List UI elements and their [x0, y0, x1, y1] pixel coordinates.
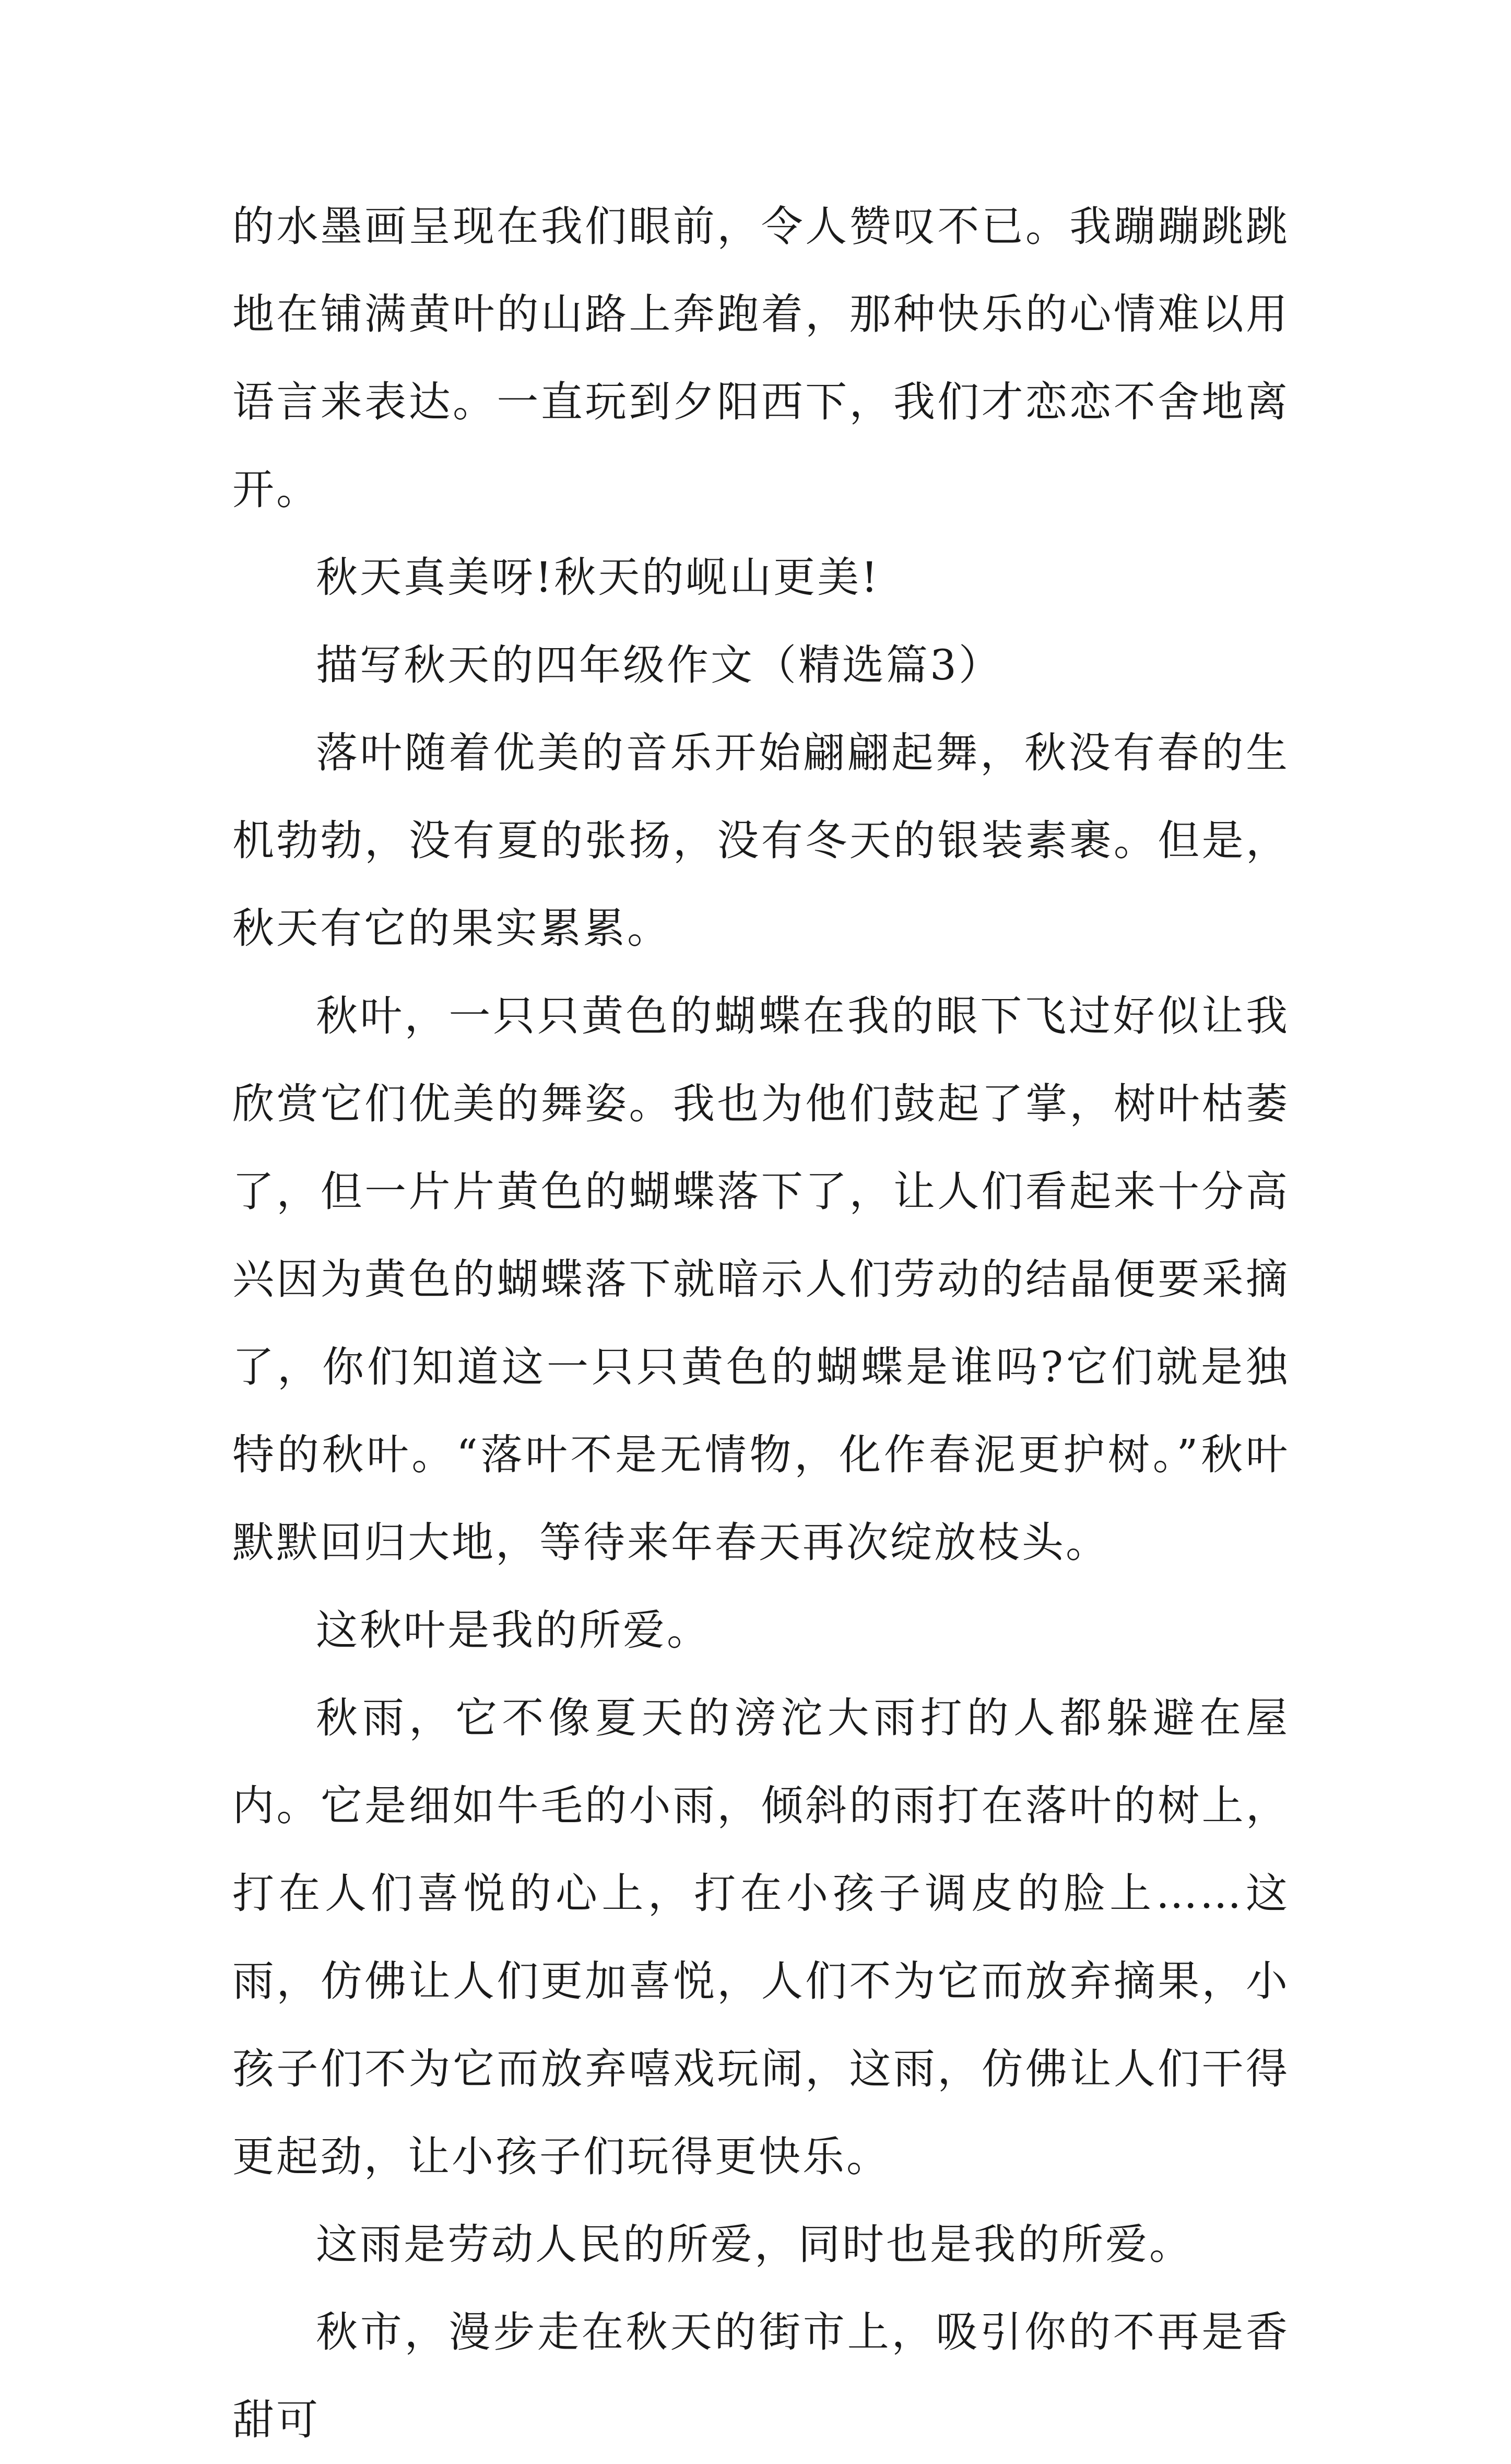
- paragraph-leaves-love: 这秋叶是我的所爱。: [316, 1606, 711, 1655]
- paragraph-rain-love: 这雨是劳动人民的所爱，同时也是我的所爱。: [316, 2220, 1193, 2269]
- paragraph-falling-leaves: 落叶随着优美的音乐开始翩翩起舞，秋没有春的生机勃勃，没有夏的张扬，没有冬天的银装素裹。但是，秋天有它的果实累累。: [232, 729, 1290, 953]
- paragraph-xianshan-praise: 秋天真美呀!秋天的岘山更美!: [316, 553, 880, 602]
- essay-body: [232, 183, 1290, 2464]
- paragraph-continuation: 的水墨画呈现在我们眼前，令人赞叹不已。我蹦蹦跳跳地在铺满黄叶的山路上奔跑着，那种快乐的心情难以用语言来表达。一直玩到夕阳西下，我们才恋恋不舍地离开。: [232, 202, 1290, 514]
- paragraph-autumn-rain: 秋雨，它不像夏天的滂沱大雨打的人都躲避在屋内。它是细如牛毛的小雨，倾斜的雨打在落叶的树上，打在人们喜悦的心上，打在小孩子调皮的脸上……这雨，仿佛让人们更加喜悦，人们不为它而放弃摘果，小孩子们不为它而放弃嘻戏玩闹，这雨，仿佛让人们干得更起劲，让小孩子们玩得更快乐。: [232, 1694, 1290, 2181]
- paragraph-autumn-market: 秋市，漫步走在秋天的街市上，吸引你的不再是香甜可: [232, 2308, 1290, 2444]
- section-heading: 描写秋天的四年级作文（精选篇3）: [316, 641, 1002, 689]
- paragraph-autumn-leaves: 秋叶，一只只黄色的蝴蝶在我的眼下飞过好似让我欣赏它们优美的舞姿。我也为他们鼓起了掌，树叶枯萎了，但一片片黄色的蝴蝶落下了，让人们看起来十分高兴因为黄色的蝴蝶落下就暗示人们劳动的结晶便要采摘了，你们知道这一只只黄色的蝴蝶是谁吗?它们就是独特的秋叶。“落叶不是无情物，化作春泥更护树。”秋叶默默回归大地，等待来年春天再次绽放枝头。: [232, 992, 1290, 1567]
